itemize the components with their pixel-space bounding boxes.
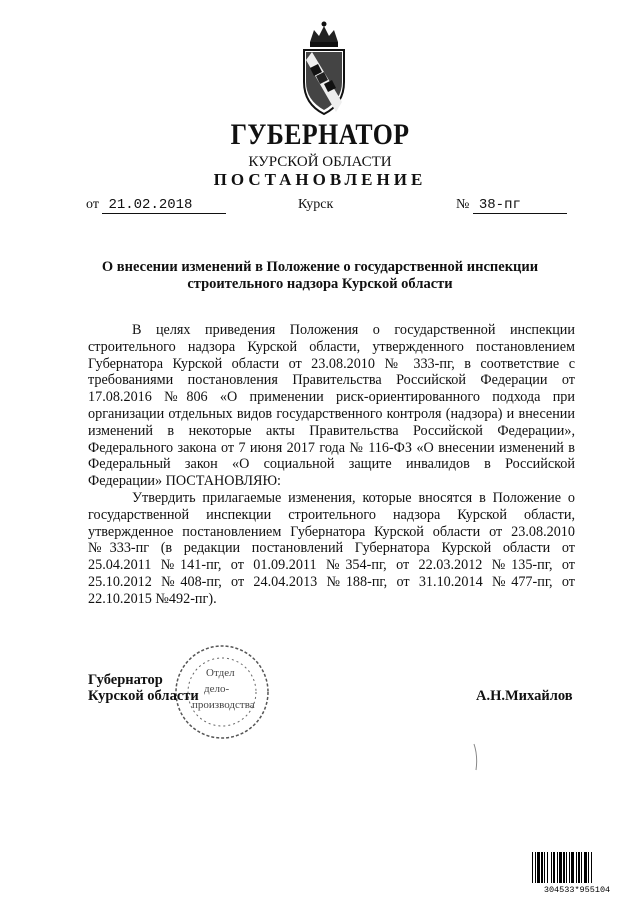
stamp-line-1: Отдел	[206, 667, 235, 679]
signatory-position-line-1: Губернатор	[88, 672, 163, 688]
signatory-position	[88, 672, 199, 704]
barcode-bar	[553, 852, 555, 883]
date-prefix: от	[86, 197, 99, 212]
barcode-digits: 304533*955104	[543, 885, 611, 894]
body-paragraph-1: В целях приведения Положения о государственной инспекции строительного надзора Курской области, утвержденного постановлением Губернатора Курской области от 23.08.2010 № 333-пг, в соответствие с требованиями постановления Правительства Российской Федерации от 17.08.2016 №806 «О применении риск-ориентированного подхода при организации отдельных видов государственного контроля (надзора) и внесении изменений в некоторые акты Правительства Российской Федерации», Федерального закона от 7 июня 2017 года № 116-ФЗ «О внесении изменений в Федеральный закон «О социальной защите инвалидов в Российской Федерации» ПОСТАНОВЛЯЮ:	[88, 322, 575, 490]
stamp-line-2: дело-	[204, 683, 230, 695]
barcode-bar	[551, 852, 552, 883]
stamp-line-3: производства	[192, 699, 255, 711]
barcode-bar	[588, 852, 589, 883]
body-paragraph-2: Утвердить прилагаемые изменения, которые вносятся в Положение о государственной инспекции строительного надзора Курской области, утвержденное постановлением Губернатора Курской области от 23.08.2010 №333-пг (в редакции постановлений Губернатора Курской области от 25.04.2011 №141-пг, от 01.09.2011 №354-пг, от 22.03.2012 №135-пг, от 25.10.2012 №408-пг, от 24.04.2013 №188-пг, от 31.10.2014 №477-пг, от 22.10.2015 №492-пг).	[88, 489, 575, 607]
barcode-bar	[584, 852, 587, 883]
barcode-bar	[535, 852, 536, 883]
document-type: ПОСТАНОВЛЕНИЕ	[213, 170, 427, 189]
barcode-bar	[581, 852, 582, 883]
document-region: КУРСКОЙ ОБЛАСТИ	[248, 154, 392, 170]
subject-line-1: О внесении изменений в Положение о государственной инспекции	[101, 259, 539, 275]
document-date	[86, 197, 226, 214]
barcode-bar	[532, 852, 533, 883]
barcode-bar	[578, 852, 580, 883]
document-subject	[70, 259, 570, 293]
signature-mark	[470, 742, 490, 772]
barcode	[531, 852, 623, 894]
barcode-bar	[569, 852, 570, 883]
barcode-bar	[537, 852, 540, 883]
kursk-coat-of-arms-emblem	[296, 20, 352, 120]
signatory-position-line-2: Курской области	[88, 688, 199, 704]
barcode-bar	[591, 852, 592, 883]
barcode-bar	[541, 852, 543, 883]
document-issuer-title: ГУБЕРНАТОР	[230, 118, 410, 151]
signatory-name: А.Н.Михайлов	[476, 688, 573, 704]
document-body	[88, 322, 575, 608]
barcode-bar	[557, 852, 558, 883]
barcode-bar	[547, 852, 548, 883]
barcode-bar	[544, 852, 545, 883]
subject-line-2: строительного надзора Курской области	[187, 276, 453, 292]
barcode-bar	[566, 852, 567, 883]
barcode-bar	[559, 852, 562, 883]
number-prefix: №	[456, 197, 470, 212]
barcode-bar	[571, 852, 574, 883]
number-value: 38-пг	[473, 197, 567, 214]
document-city: Курск	[298, 197, 334, 212]
date-value: 21.02.2018	[102, 197, 226, 214]
barcode-bar	[563, 852, 565, 883]
document-number	[456, 197, 567, 214]
barcode-bar	[576, 852, 577, 883]
